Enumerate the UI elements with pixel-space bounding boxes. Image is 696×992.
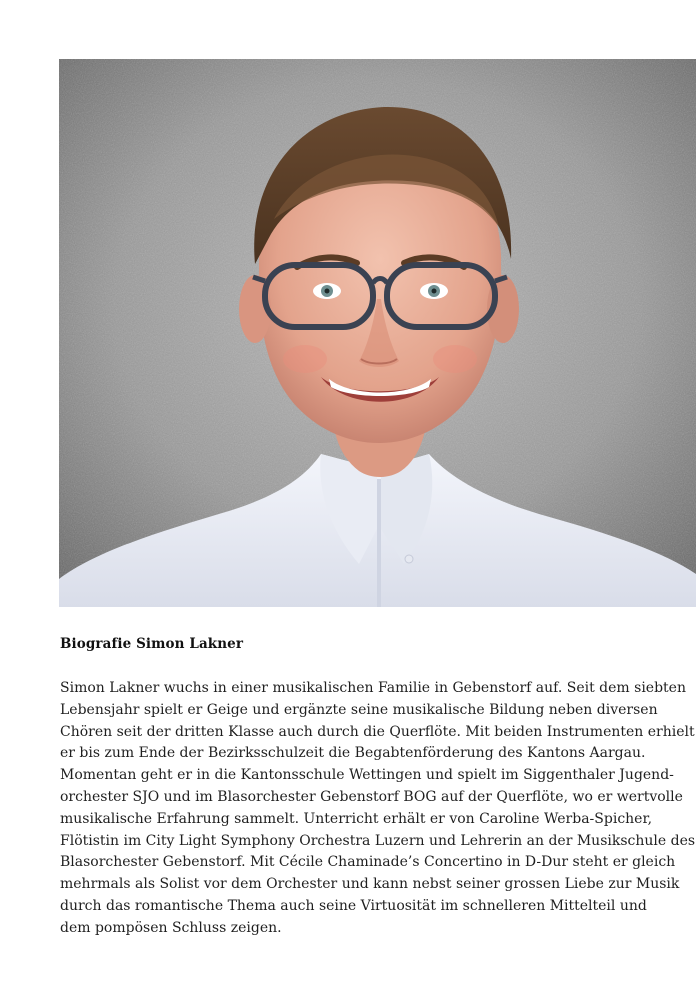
biography-line: Blasorchester Gebenstorf. Mit Cécile Chaminade’s Concertino in D-Dur steht er gleich — [60, 854, 676, 871]
biography-line: Momentan geht er in die Kantonsschule Wettingen und spielt im Siggenthaler Jugend- — [60, 767, 674, 784]
biography-line: er bis zum Ende der Bezirksschulzeit die Begabtenförderung des Kantons Aargau. — [60, 745, 646, 762]
biography-line: durch das romantische Thema auch seine Virtuosität im schnelleren Mittelteil und — [60, 897, 647, 914]
biography-text — [60, 678, 696, 940]
biography-line: orchester SJO und im Blasorchester Gebenstorf BOG auf der Querflöte, wo er wertvolle — [60, 788, 683, 805]
portrait-illustration — [59, 59, 696, 607]
biography-line: dem pompösen Schluss zeigen. — [60, 919, 282, 936]
biography-line: Chören seit der dritten Klasse auch durch die Querflöte. Mit beiden Instrumenten erhielt — [60, 723, 695, 740]
biography-line: Flötistin im City Light Symphony Orchestra Luzern und Lehrerin an der Musikschule des — [60, 832, 696, 849]
portrait-photo — [59, 59, 696, 607]
biography-line: Lebensjahr spielt er Geige und ergänzte seine musikalische Bildung neben diversen — [60, 701, 658, 718]
biography-line: mehrmals als Solist vor dem Orchester und kann nebst seiner grossen Liebe zur Musik — [60, 876, 680, 893]
biography-line: musikalische Erfahrung sammelt. Unterricht erhält er von Caroline Werba-Spicher, — [60, 810, 653, 827]
biography-title: Biografie Simon Lakner — [60, 636, 244, 652]
biography-line: Simon Lakner wuchs in einer musikalischen Familie in Gebenstorf auf. Seit dem siebten — [60, 680, 686, 696]
